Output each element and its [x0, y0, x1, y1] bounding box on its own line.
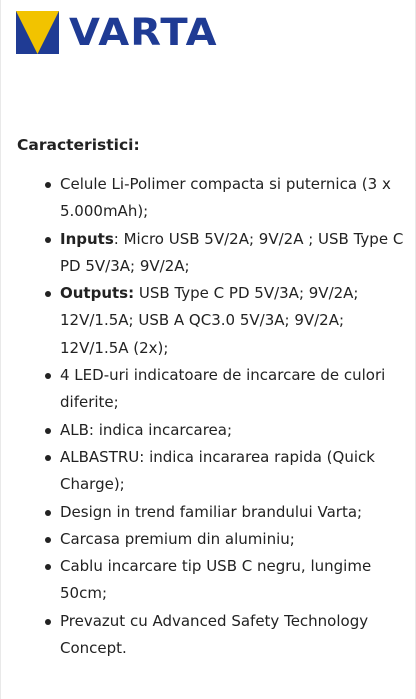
page-left-border [0, 0, 1, 699]
feature-text: Cablu incarcare tip USB C negru, lungime 50cm; [60, 557, 372, 603]
list-item [17, 608, 407, 663]
feature-text: Celule Li-Polimer compacta si puternica (3 x 5.000mAh); [60, 175, 391, 221]
list-item [17, 362, 407, 417]
bullet-icon [45, 619, 51, 625]
feature-text: 4 LED-uri indicatoare de incarcare de culori diferite; [60, 366, 386, 412]
product-features-section [17, 133, 407, 662]
feature-label: Inputs [60, 229, 114, 248]
feature-text: ALBASTRU: indica incararea rapida (Quick Charge); [60, 447, 375, 494]
varta-logo-mark-icon [16, 11, 59, 54]
list-item [17, 171, 407, 226]
features-heading: Caracteristici: [17, 136, 140, 154]
varta-logo [16, 11, 218, 54]
bullet-icon [45, 537, 51, 543]
feature-text: Design in trend familiar brandului Varta; [60, 502, 363, 521]
bullet-icon [45, 373, 51, 379]
list-item [17, 499, 407, 526]
bullet-icon [45, 291, 51, 297]
varta-logo-wordmark: VARTA [69, 11, 218, 54]
bullet-icon [45, 237, 51, 243]
list-item [17, 444, 407, 499]
feature-text: Carcasa premium din aluminiu; [60, 529, 295, 548]
list-item [17, 226, 407, 281]
feature-text: ALB: indica incarcarea; [60, 420, 233, 439]
bullet-icon [45, 428, 51, 434]
bullet-icon [45, 182, 51, 188]
features-list [17, 171, 407, 662]
bullet-icon [45, 510, 51, 516]
feature-label: Outputs: [60, 284, 135, 303]
list-item [17, 280, 407, 362]
feature-text: USB Type C PD 5V/3A; 9V/2A; 12V/1.5A; USB A QC3.0 5V/3A; 9V/2A; 12V/1.5A (2x); [60, 284, 359, 357]
feature-text: : Micro USB 5V/2A; 9V/2A ; USB Type C PD 5V/3A; 9V/2A; [60, 229, 404, 275]
bullet-icon [45, 455, 51, 461]
list-item [17, 526, 407, 553]
list-item [17, 553, 407, 608]
bullet-icon [45, 564, 51, 570]
list-item [17, 417, 407, 444]
feature-text: Prevazut cu Advanced Safety Technology Concept. [60, 611, 369, 658]
